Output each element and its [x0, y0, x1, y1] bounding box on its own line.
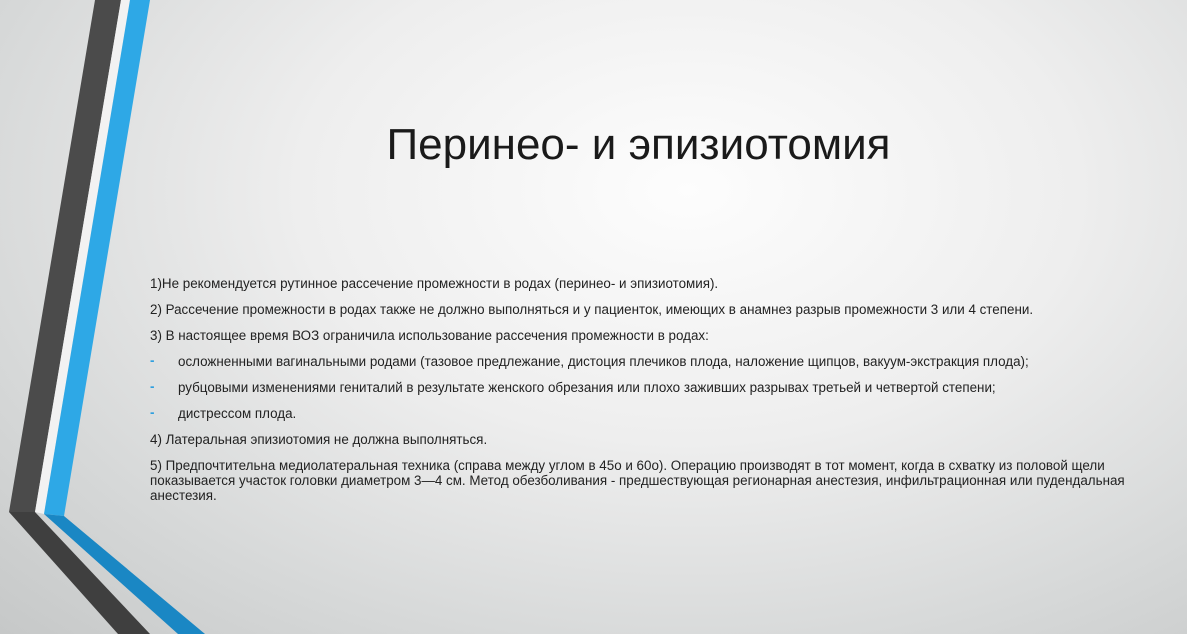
- list-item: [150, 406, 1125, 421]
- slide-title: Перинео- и эпизиотомия: [386, 120, 891, 169]
- bullet-text: осложненными вагинальными родами (тазовое предлежание, дистоция плечиков плода, наложение щипцов, вакуум-экстракция плода);: [178, 354, 1029, 369]
- dash-bullet-icon: -: [150, 353, 155, 368]
- dash-bullet-icon: -: [150, 379, 155, 394]
- paragraph-1: 1)Не рекомендуется рутинное рассечение промежности в родах (перинео- и эпизиотомия).: [150, 276, 719, 291]
- paragraph-5: 5) Предпочтительна медиолатеральная техника (справа между углом в 45о и 60о). Операцию производят в тот момент, когда в схватку из половой щели показывается участок головки диаметром 3—4 см. Метод обезболивания - предшествующая регионарная анестезия, инфильтрационная или пудендальная анестезия.: [150, 458, 1125, 503]
- paragraph-3: 3) В настоящее время ВОЗ ограничила использование рассечения промежности в родах:: [150, 328, 709, 343]
- slide-body: [150, 276, 1125, 514]
- paragraph-4: 4) Латеральная эпизиотомия не должна выполняться.: [150, 432, 488, 447]
- list-item: [150, 354, 1125, 369]
- bullet-text: рубцовыми изменениями гениталий в результате женского обрезания или плохо заживших разрывах третьей и четвертой степени;: [178, 380, 996, 395]
- bullet-text: дистрессом плода.: [178, 406, 297, 421]
- dash-bullet-icon: -: [150, 405, 155, 420]
- paragraph-2: 2) Рассечение промежности в родах также не должно выполняться и у пациенток, имеющих в анамнез разрыв промежности 3 или 4 степени.: [150, 302, 1034, 317]
- list-item: [150, 380, 1125, 395]
